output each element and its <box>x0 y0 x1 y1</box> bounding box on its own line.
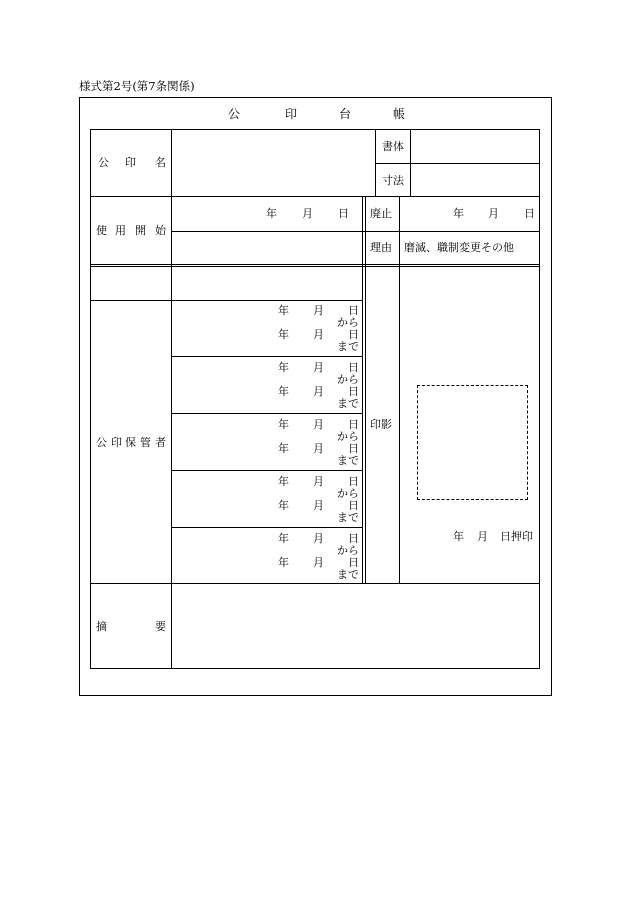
seal-impression-box <box>417 385 528 500</box>
reason-label: 理由 <box>370 241 392 254</box>
seal-size-label: 寸法 <box>382 174 404 187</box>
abolition-label: 廃止 <box>370 207 392 220</box>
impression-label: 印影 <box>370 418 392 431</box>
reason-text: 磨滅、職制変更その他 <box>404 241 514 254</box>
seal-style-label: 書体 <box>382 140 404 153</box>
form-number: 様式第2号(第7条関係) <box>79 79 195 93</box>
